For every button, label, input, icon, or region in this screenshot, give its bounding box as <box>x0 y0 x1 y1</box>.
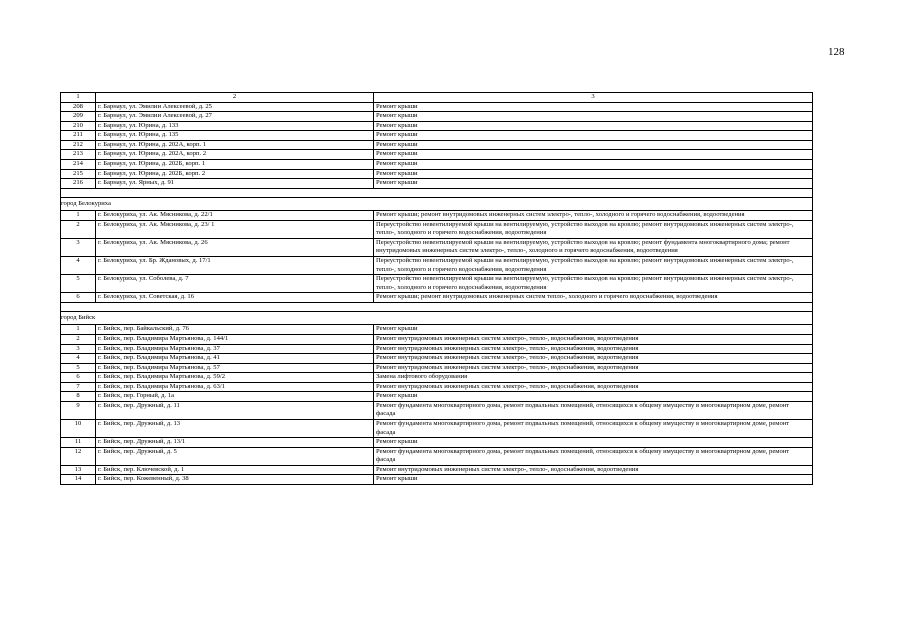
address-cell: г. Бийск, пер. Дружный, д. 5 <box>96 447 374 465</box>
address-cell: г. Барнаул, ул. Юрина, д. 202Б, корп. 2 <box>96 169 374 179</box>
row-number: 6 <box>61 373 96 383</box>
page-number: 128 <box>828 46 845 58</box>
work-type-cell: Ремонт внутридомовых инженерных систем электро-, тепло-, водоснабжения, водоотведения <box>374 354 813 364</box>
work-type-cell: Замена лифтового оборудования <box>374 373 813 383</box>
address-cell: г. Барнаул, ул. Юрина, д. 133 <box>96 121 374 131</box>
work-type-cell: Ремонт крыши <box>374 325 813 335</box>
address-cell: г. Бийск, пер. Ключевской, д. 1 <box>96 465 374 475</box>
work-type-cell: Ремонт крыши <box>374 392 813 402</box>
table-row <box>61 121 813 131</box>
section-title: город Бийск <box>61 311 813 325</box>
row-number: 6 <box>61 293 96 303</box>
address-cell: г. Бийск, пер. Дружный, д. 11 <box>96 401 374 419</box>
row-number: 210 <box>61 121 96 131</box>
table-row <box>61 238 813 256</box>
work-type-cell: Ремонт крыши <box>374 150 813 160</box>
address-cell: г. Бийск, пер. Владимира Мартьянова, д. 41 <box>96 354 374 364</box>
work-type-cell: Ремонт фундамента многоквартирного дома, ремонт подвальных помещений, относящихся к общему имуществу в многоквартирном доме, ремонт фасада <box>374 447 813 465</box>
row-number: 5 <box>61 363 96 373</box>
row-number: 8 <box>61 392 96 402</box>
row-number: 208 <box>61 102 96 112</box>
address-cell: г. Барнаул, ул. Юрина, д. 202А, корп. 2 <box>96 150 374 160</box>
section-title: город Белокуриха <box>61 197 813 211</box>
table-row <box>61 354 813 364</box>
row-number: 211 <box>61 131 96 141</box>
table-row <box>61 257 813 275</box>
work-type-cell: Ремонт крыши <box>374 169 813 179</box>
work-type-cell: Переустройство невентилируемой крыши на вентилируемую, устройство выходов на кровлю; ремонт внутридомовых инженерных систем электро-, тепло-, холодного и горячего водоснабжения, водоотведения <box>374 220 813 238</box>
row-number: 2 <box>61 220 96 238</box>
work-type-cell: Переустройство невентилируемой крыши на вентилируемую, устройство выходов на кровлю; ремонт фундамента многоквартирного дома; ремонт внутридомовых инженерных систем электро-, тепло-, холодного и горячего водоснабжения, водоотведения <box>374 238 813 256</box>
address-cell: г. Бийск, пер. Дружный, д. 13/1 <box>96 438 374 448</box>
work-type-cell: Ремонт крыши <box>374 438 813 448</box>
row-number: 4 <box>61 354 96 364</box>
row-number: 213 <box>61 150 96 160</box>
table-row <box>61 275 813 293</box>
work-type-cell: Ремонт внутридомовых инженерных систем электро-, тепло-, водоснабжения, водоотведения <box>374 382 813 392</box>
column-number: 3 <box>374 93 813 103</box>
address-cell: г. Барнаул, ул. Юрина, д. 135 <box>96 131 374 141</box>
work-type-cell: Ремонт крыши <box>374 131 813 141</box>
work-type-cell: Ремонт крыши <box>374 121 813 131</box>
address-cell: г. Барнаул, ул. Эмилии Алексеевой, д. 27 <box>96 112 374 122</box>
table-row <box>61 179 813 189</box>
work-type-cell: Ремонт крыши <box>374 102 813 112</box>
address-cell: г. Барнаул, ул. Ярных, д. 91 <box>96 179 374 189</box>
address-cell: г. Бийск, пер. Владимира Мартьянова, д. 59/2 <box>96 373 374 383</box>
table-row <box>61 169 813 179</box>
work-type-cell: Ремонт крыши <box>374 140 813 150</box>
table-row <box>61 373 813 383</box>
section-title-row <box>61 311 813 325</box>
row-number: 1 <box>61 325 96 335</box>
work-type-cell: Ремонт крыши <box>374 112 813 122</box>
address-cell: г. Барнаул, ул. Юрина, д. 202А, корп. 1 <box>96 140 374 150</box>
row-number: 9 <box>61 401 96 419</box>
column-number: 2 <box>96 93 374 103</box>
address-cell: г. Бийск, пер. Байкальский, д. 76 <box>96 325 374 335</box>
address-cell: г. Барнаул, ул. Юрина, д. 202Б, корп. 1 <box>96 159 374 169</box>
row-number: 14 <box>61 475 96 485</box>
table-row <box>61 382 813 392</box>
table-row <box>61 159 813 169</box>
address-cell: г. Белокуриха, ул. Ак. Мясникова, д. 26 <box>96 238 374 256</box>
row-number: 12 <box>61 447 96 465</box>
row-number: 3 <box>61 238 96 256</box>
row-number: 209 <box>61 112 96 122</box>
work-type-cell: Переустройство невентилируемой крыши на вентилируемую, устройство выходов на кровлю; ремонт внутридомовых инженерных систем электро-, тепло-, холодного и горячего водоснабжения, водоотведения <box>374 257 813 275</box>
work-type-cell: Ремонт крыши; ремонт внутридомовых инженерных систем электро-, тепло-, холодного и горячего водоснабжения, водоотведения <box>374 211 813 221</box>
table-row <box>61 102 813 112</box>
table-row <box>61 401 813 419</box>
address-cell: г. Бийск, пер. Владимира Мартьянова, д. 144/1 <box>96 334 374 344</box>
table-row <box>61 392 813 402</box>
address-cell: г. Бийск, пер. Владимира Мартьянова, д. 37 <box>96 344 374 354</box>
column-number: 1 <box>61 93 96 103</box>
work-type-cell: Ремонт внутридомовых инженерных систем электро-, тепло-, водоснабжения, водоотведения <box>374 334 813 344</box>
address-cell: г. Бийск, пер. Владимира Мартьянова, д. 57 <box>96 363 374 373</box>
work-type-cell: Ремонт фундамента многоквартирного дома, ремонт подвальных помещений, относящихся к общему имуществу в многоквартирном доме, ремонт фасада <box>374 420 813 438</box>
table-row <box>61 220 813 238</box>
work-type-cell: Ремонт крыши <box>374 179 813 189</box>
work-type-cell: Ремонт фундамента многоквартирного дома, ремонт подвальных помещений, относящихся к общему имуществу в многоквартирном доме, ремонт фасада <box>374 401 813 419</box>
table-body <box>61 93 813 485</box>
row-number: 3 <box>61 344 96 354</box>
spacer-row <box>61 302 813 311</box>
address-cell: г. Барнаул, ул. Эмилии Алексеевой, д. 25 <box>96 102 374 112</box>
row-number: 4 <box>61 257 96 275</box>
table-row <box>61 150 813 160</box>
spacer-row <box>61 188 813 197</box>
row-number: 13 <box>61 465 96 475</box>
table-row <box>61 131 813 141</box>
row-number: 7 <box>61 382 96 392</box>
work-type-cell: Ремонт крыши <box>374 475 813 485</box>
work-type-cell: Ремонт внутридомовых инженерных систем электро-, тепло-, водоснабжения, водоотведения <box>374 344 813 354</box>
work-type-cell: Ремонт крыши; ремонт внутридомовых инженерных систем тепло-, холодного и горячего водоснабжения, водоотведения <box>374 293 813 303</box>
work-type-cell: Ремонт внутридомовых инженерных систем электро-, тепло-, водоснабжения, водоотведения <box>374 363 813 373</box>
row-number: 1 <box>61 211 96 221</box>
row-number: 10 <box>61 420 96 438</box>
address-cell: г. Бийск, пер. Владимира Мартьянова, д. 63/1 <box>96 382 374 392</box>
row-number: 2 <box>61 334 96 344</box>
table-row <box>61 475 813 485</box>
section-title-row <box>61 197 813 211</box>
table-row <box>61 140 813 150</box>
table-row <box>61 211 813 221</box>
table-row <box>61 447 813 465</box>
row-number: 11 <box>61 438 96 448</box>
table-row <box>61 293 813 303</box>
table-row <box>61 465 813 475</box>
row-number: 214 <box>61 159 96 169</box>
address-cell: г. Белокуриха, ул. Соболева, д. 7 <box>96 275 374 293</box>
table-row <box>61 363 813 373</box>
address-cell: г. Белокуриха, ул. Ак. Мясникова, д. 22/1 <box>96 211 374 221</box>
work-type-cell: Ремонт крыши <box>374 159 813 169</box>
address-cell: г. Белокуриха, ул. Бр. Ждановых, д. 17/1 <box>96 257 374 275</box>
address-cell: г. Бийск, пер. Дружный, д. 13 <box>96 420 374 438</box>
column-number-row <box>61 93 813 103</box>
row-number: 5 <box>61 275 96 293</box>
address-cell: г. Белокуриха, ул. Советская, д. 16 <box>96 293 374 303</box>
address-cell: г. Бийск, пер. Кожевенный, д. 38 <box>96 475 374 485</box>
row-number: 212 <box>61 140 96 150</box>
table-row <box>61 344 813 354</box>
work-type-cell: Переустройство невентилируемой крыши на вентилируемую, устройство выходов на кровлю; ремонт внутридомовых инженерных систем электро-, тепло-, холодного и горячего водоснабжения, водоотведения <box>374 275 813 293</box>
table-row <box>61 112 813 122</box>
repair-register-table <box>60 92 813 485</box>
row-number: 215 <box>61 169 96 179</box>
table-row <box>61 420 813 438</box>
row-number: 216 <box>61 179 96 189</box>
work-type-cell: Ремонт внутридомовых инженерных систем электро-, тепло-, водоснабжения, водоотведения <box>374 465 813 475</box>
table-row <box>61 325 813 335</box>
table-row <box>61 438 813 448</box>
address-cell: г. Бийск, пер. Горный, д. 1а <box>96 392 374 402</box>
table-row <box>61 334 813 344</box>
address-cell: г. Белокуриха, ул. Ак. Мясникова, д. 23/ 1 <box>96 220 374 238</box>
